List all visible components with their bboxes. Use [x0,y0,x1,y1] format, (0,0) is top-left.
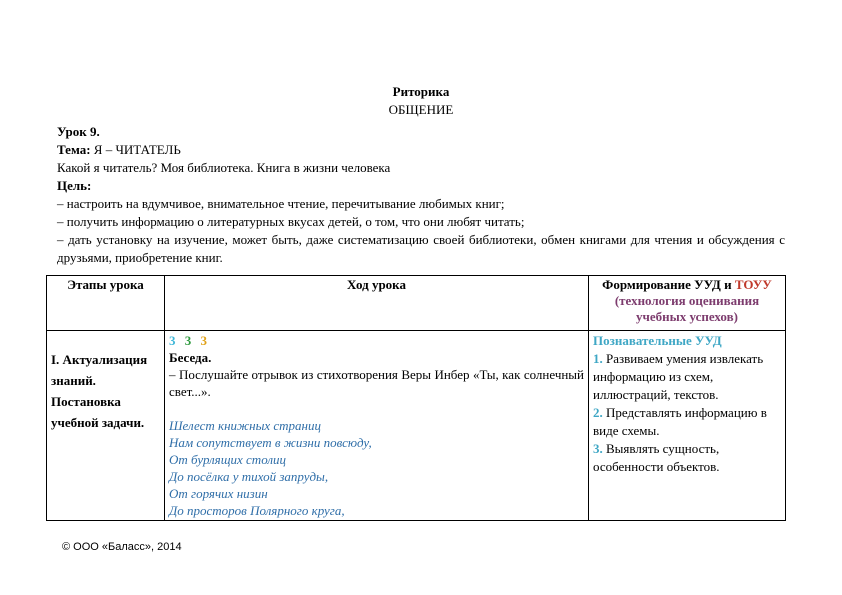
score-number: 3 [169,333,176,348]
course-cell [165,331,589,521]
uud-item [593,440,781,476]
header-uud-prefix: Формирование УУД и [602,277,732,292]
goal-item: – настроить на вдумчивое, внимательное чтение, перечитывание любимых книг; [57,196,505,211]
doc-subtitle: ОБЩЕНИЕ [388,102,454,117]
uud-item-text: Развиваем умения извлекать информацию из схем, иллюстраций, текстов. [593,351,764,402]
table-header-row [47,276,786,331]
poem-line: До просторов Полярного круга, [169,503,345,518]
stage-line: Постановка [51,394,121,409]
doc-title: Риторика [392,84,450,99]
score-numbers [169,332,584,349]
lesson-intro [57,123,785,267]
copyright-footer: © ООО «Баласс», 2014 [62,541,182,553]
uud-item-number: 2. [593,405,603,420]
header-toou-desc: (технология оценивания учебных успехов) [614,293,760,324]
table-row [47,331,786,521]
poem-line: Нам сопутствует в жизни повсюду, [169,435,372,450]
topic-desc: Какой я читатель? Моя библиотека. Книга в жизни человека [57,160,391,175]
goal-item: – получить информацию о литературных вкусах детей, о том, что они любят читать; [57,214,525,229]
poem-line: От бурлящих столиц [169,452,287,467]
uud-title: Познавательные УУД [593,333,722,348]
instruction-text: – Послушайте отрывок из стихотворения Веры Инбер «Ты, как солнечный свет...». [169,367,584,399]
poem-line: Шелест книжных страниц [169,418,322,433]
goal-item: – дать установку на изучение, может быть, даже систематизацию своей библиотеки, обмен книгами для чтения и обсуждения с друзьями, приобретение книг. [57,232,785,265]
conversation-label: Беседа. [169,350,212,365]
header-stages: Этапы урока [47,276,165,331]
goal-label: Цель: [57,178,92,193]
header-uud [589,276,786,331]
lesson-table [46,275,786,521]
topic-label: Тема: [57,142,91,157]
uud-item-number: 3. [593,441,603,456]
stage-line: I. Актуализация [51,352,148,367]
uud-item [593,404,781,440]
stage-line: учебной задачи. [51,415,145,430]
stage-line: знаний. [51,373,96,388]
stage-cell [47,331,165,521]
header-course: Ход урока [165,276,589,331]
lesson-label: Урок 9. [57,124,100,139]
uud-item [593,350,781,404]
score-number: 3 [200,333,207,348]
uud-item-text: Представлять информацию в виде схемы. [593,405,767,438]
header-toou: ТОУУ [734,277,772,292]
topic-value: Я – ЧИТАТЕЛЬ [93,142,181,157]
poem-line: От горячих низин [169,486,268,501]
score-number: 3 [184,333,192,348]
uud-cell [589,331,786,521]
poem-line: До посёлка у тихой запруды, [169,469,329,484]
uud-item-number: 1. [593,351,603,366]
uud-item-text: Выявлять сущность, особенности объектов. [593,441,720,474]
